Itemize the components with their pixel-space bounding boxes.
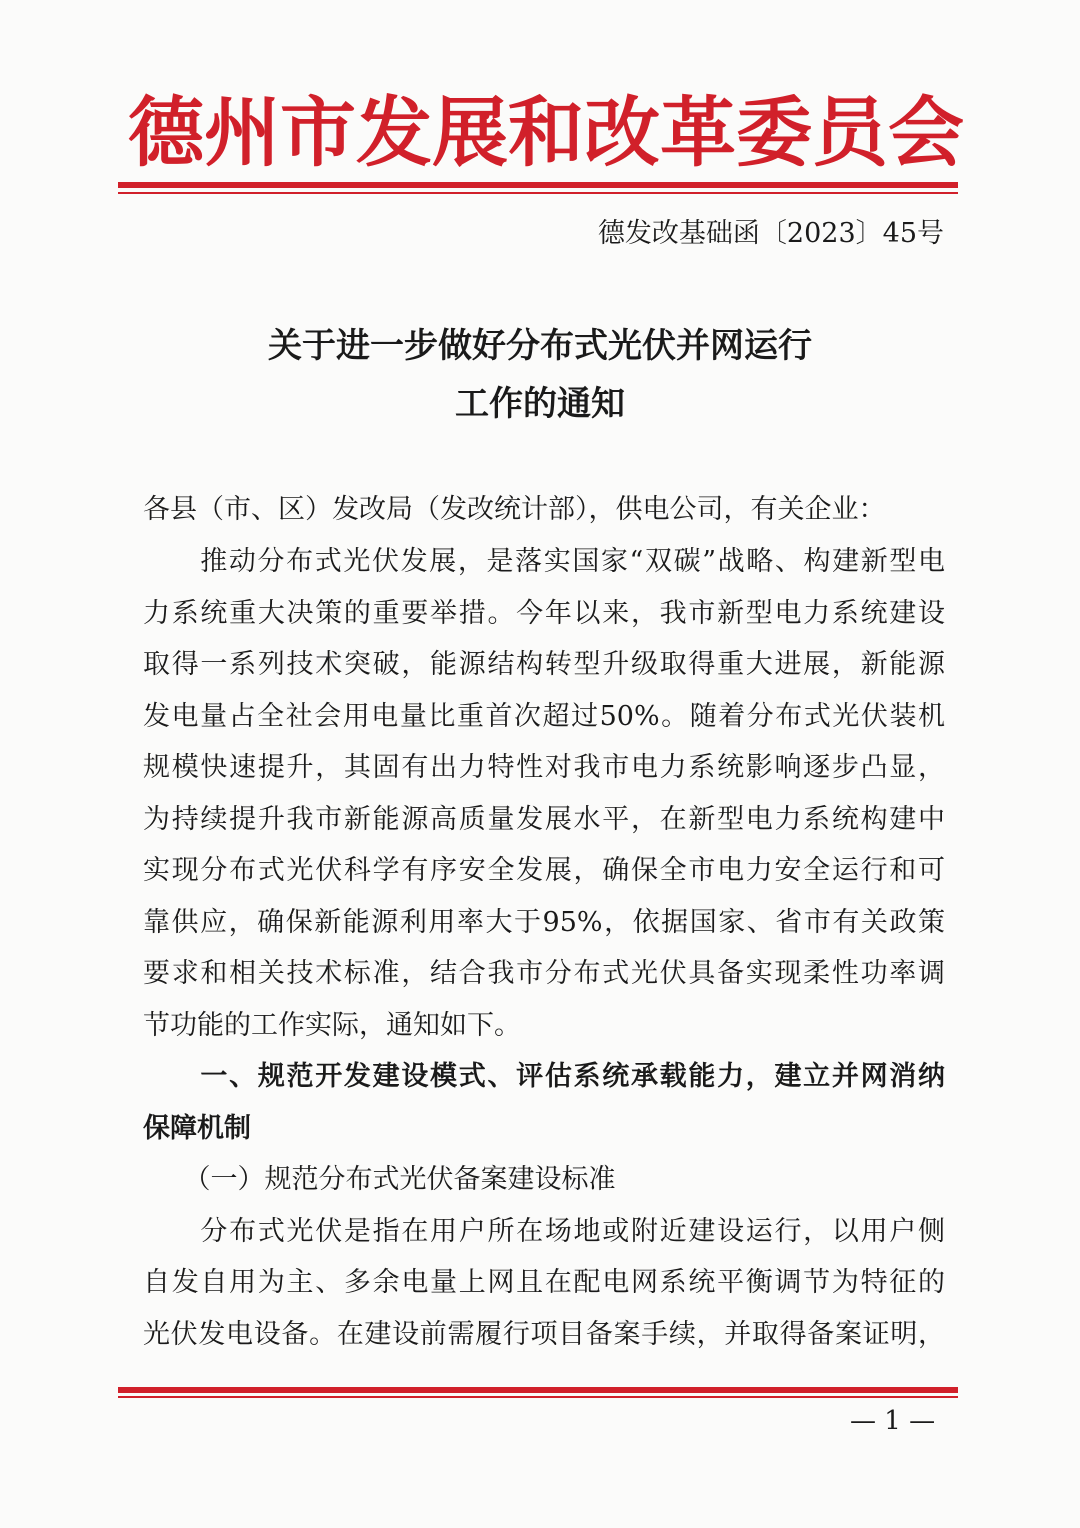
organization-char: 市	[280, 88, 356, 177]
organization-char: 州	[204, 88, 280, 177]
intro-line: 实现分布式光伏科学有序安全发展，确保全市电力安全运行和可	[143, 855, 945, 886]
intro-line: 为持续提升我市新能源高质量发展水平，在新型电力系统构建中	[143, 803, 945, 835]
header-rule-thick	[118, 182, 958, 188]
intro-line: 节功能的工作实际，通知如下。	[143, 1009, 521, 1041]
footer-rule-thick	[118, 1387, 958, 1393]
organization-char: 发	[356, 88, 432, 177]
addressee: 各县（市、区）发改局（发改统计部），供电公司，有关企业：	[143, 494, 886, 525]
organization-char: 员	[812, 88, 888, 177]
organization-char: 会	[888, 88, 964, 177]
footer-rule-thin	[118, 1396, 958, 1398]
section-heading-line: 保障机制	[143, 1112, 251, 1144]
document-title-line-1: 关于进一步做好分布式光伏并网运行	[268, 326, 812, 366]
body-line: 自发自用为主、多余电量上网且在配电网系统平衡调节为特征的	[143, 1267, 945, 1298]
organization-char: 德	[128, 88, 204, 177]
organization-char: 展	[432, 88, 508, 177]
organization-char: 改	[584, 88, 660, 177]
section-heading-line: 一、规范开发建设模式、评估系统承载能力，建立并网消纳	[143, 1061, 945, 1092]
organization-char: 委	[736, 88, 812, 177]
intro-line: 力系统重大决策的重要举措。今年以来，我市新型电力系统建设	[143, 597, 945, 629]
organization-header	[128, 88, 964, 178]
page-number: — 1 —	[850, 1406, 936, 1436]
intro-line: 发电量占全社会用电量比重首次超过50%。随着分布式光伏装机	[143, 700, 945, 732]
document-number: 德发改基础函〔2023〕45号	[597, 218, 944, 249]
intro-line: 要求和相关技术标准，结合我市分布式光伏具备实现柔性功率调	[143, 958, 945, 989]
intro-line: 规模快速提升，其固有出力特性对我市电力系统影响逐步凸显，	[143, 752, 945, 783]
header-rule-thin	[118, 192, 958, 194]
body-line: 分布式光伏是指在用户所在场地或附近建设运行，以用户侧	[143, 1215, 945, 1247]
subsection-heading: （一）规范分布式光伏备案建设标准	[143, 1164, 616, 1195]
organization-char: 和	[508, 88, 584, 177]
body-line: 光伏发电设备。在建设前需履行项目备案手续，并取得备案证明，	[143, 1318, 945, 1350]
organization-char: 革	[660, 88, 736, 177]
intro-line: 推动分布式光伏发展，是落实国家“双碳”战略、构建新型电	[143, 546, 945, 577]
document-title-line-2: 工作的通知	[455, 384, 625, 424]
intro-line: 取得一系列技术突破，能源结构转型升级取得重大进展，新能源	[143, 649, 945, 680]
intro-line: 靠供应，确保新能源利用率大于95%，依据国家、省市有关政策	[143, 906, 945, 938]
